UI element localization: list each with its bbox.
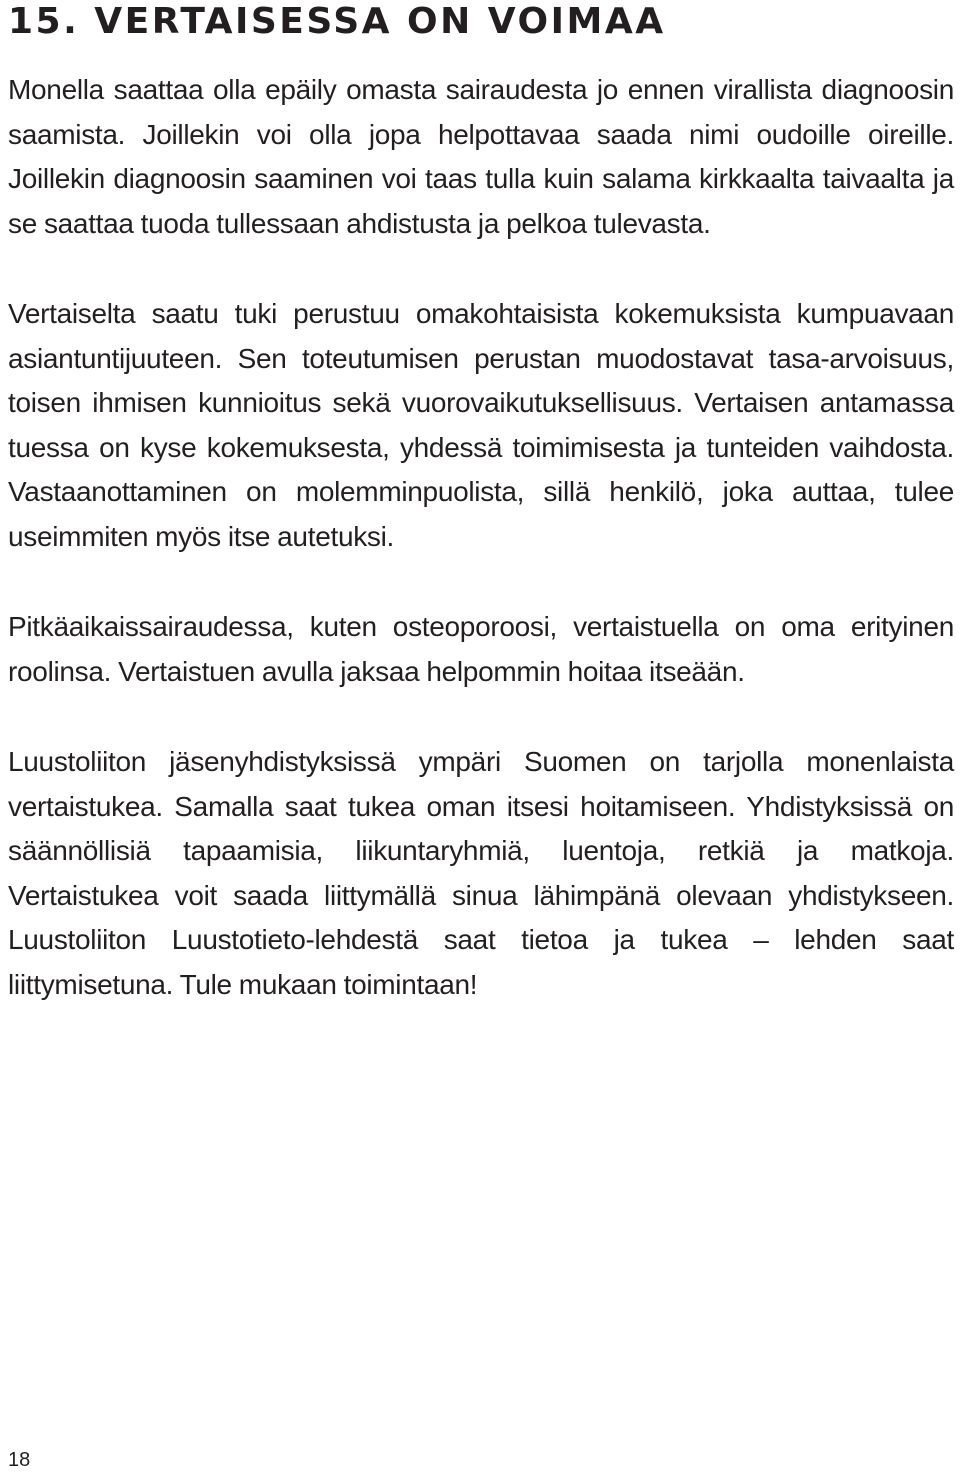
paragraph-peer-support: Vertaiselta saatu tuki perustuu omakohtaisista kokemuksista kumpuavaan asiantuntijuuteen. Sen toteutumisen perustan muodostavat tasa-arvoisuus, toisen ihmisen kunnioitus sekä vuorovaikutuksellisuus. Vertaisen antamassa tuessa on kyse kokemuksesta, yhdessä toimimisesta ja tunteiden vaihdosta. Vastaanottaminen on molemminpuolista, sillä henkilö, joka auttaa, tulee useimmiten myös itse autetuksi. [8,298,954,552]
paragraph-diagnosis: Monella saattaa olla epäily omasta sairaudesta jo ennen virallista diagnoosin saamista. Joillekin voi olla jopa helpottavaa saada nimi oudoille oireille. Joillekin diagnoosin saaminen voi taas tulla kuin salama kirkkaalta taivaalta ja se saattaa tuoda tullessaan ahdistusta ja pelkoa tulevasta. [8,74,954,239]
paragraph-luustoliitto: Luustoliiton jäsenyhdistyksissä ympäri Suomen on tarjolla monenlaista vertaistukea. Samalla saat tukea oman itsesi hoitamiseen. Yhdistyksissä on säännöllisiä tapaamisia, liikuntaryhmiä, luentoja, retkiä ja matkoja. Vertaistukea voit saada liittymällä sinua lähimpänä olevaan yhdistykseen. Luustoliiton Luustotieto-lehdestä saat tietoa ja tukea – lehden saat liittymisetuna. Tule mukaan toimintaan! [8,746,954,1000]
page-number: 18 [8,1449,31,1471]
body-text [8,68,954,1007]
section-heading: 15. VERTAISESSA ON VOIMAA [8,1,666,42]
paragraph-chronic-illness: Pitkäaikaissairaudessa, kuten osteoporoosi, vertaistuella on oma erityinen roolinsa. Vertaistuen avulla jaksaa helpommin hoitaa itseään. [8,611,954,687]
